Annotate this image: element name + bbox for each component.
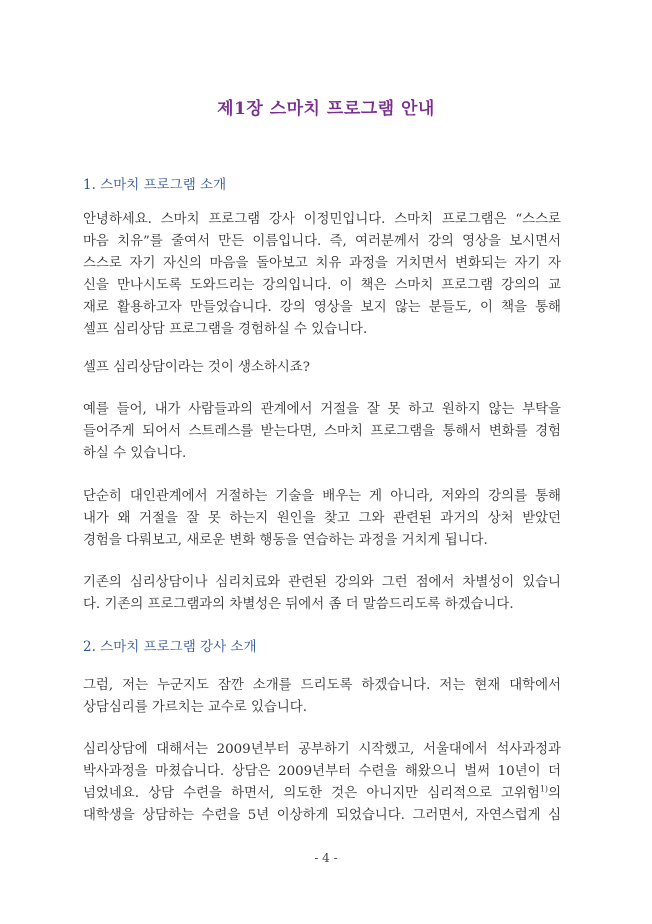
text-line: 박사과정을 마쳤습니다. 상담은 2009년부터 수련을 해왔으니 벌써 10년이 더 [83, 764, 561, 779]
text-segment: 넘었네요. 상담 수련을 하면서, 의도한 것은 아니지만 심리적으로 고위험 [83, 786, 540, 801]
text-line: 하실 수 있습니다. [83, 446, 187, 461]
text-line: 신을 만나시도록 도와드리는 강의입니다. 이 책은 스마치 프로그램 강의의 교 [83, 278, 561, 293]
paragraph [83, 399, 561, 465]
text-line: 마음 치유”를 줄여서 만든 이름입니다. 즉, 여러분께서 강의 영상을 보시면서 [83, 234, 561, 249]
text-line: 상담심리를 가르치는 교수로 있습니다. [83, 700, 307, 715]
section-heading-intro: 1. 스마치 프로그램 소개 [83, 177, 227, 193]
page-number: - 4 - [314, 851, 338, 865]
paragraph [83, 486, 561, 552]
footnote-marker: 1) [539, 784, 549, 794]
text-line: 대학생을 상담하는 수련을 5년 이상하게 되었습니다. 그러면서, 자연스럽게 심 [83, 808, 561, 823]
text-line: 그럼, 저는 누군지도 잠깐 소개를 드리도록 하겠습니다. 저는 현재 대학에서 [83, 678, 561, 693]
text-line: 들어주게 되어서 스트레스를 받는다면, 스마치 프로그램을 통해서 변화를 경험 [83, 424, 561, 439]
text-line: 경험을 다뤄보고, 새로운 변화 행동을 연습하는 과정을 거치게 됩니다. [83, 533, 488, 548]
section-heading-instructor: 2. 스마치 프로그램 강사 소개 [83, 639, 257, 655]
text-line: 셀프 심리상담 프로그램을 경험하실 수 있습니다. [83, 322, 368, 337]
text-line: 기존의 심리상담이나 심리치료와 관련된 강의와 그런 점에서 차별성이 있습니 [83, 575, 561, 590]
paragraph [83, 739, 561, 827]
paragraph [83, 675, 561, 719]
paragraph [83, 209, 561, 341]
text-segment: 의 [548, 786, 561, 801]
text-line: 다. 기존의 프로그램과의 차별성은 뒤에서 좀 더 말씀드리도록 하겠습니다. [83, 597, 514, 612]
text-line: 심리상담에 대해서는 2009년부터 공부하기 시작했고, 서울대에서 석사과정과 [83, 742, 561, 757]
paragraph [83, 357, 561, 379]
text-line-with-footnote [83, 783, 561, 805]
text-line: 단순히 대인관계에서 거절하는 기술을 배우는 게 아니라, 저와의 강의를 통해 [83, 489, 561, 504]
text-line: 스스로 자기 자신의 마음을 돌아보고 치유 과정을 거치면서 변화되는 자기 자 [83, 256, 561, 271]
text-line: 셀프 심리상담이라는 것이 생소하시죠? [83, 360, 310, 375]
chapter-title: 제1장 스마치 프로그램 안내 [217, 99, 435, 119]
text-line: 예를 들어, 내가 사람들과의 관계에서 거절을 잘 못 하고 원하지 않는 부탁을 [83, 402, 561, 417]
paragraph [83, 572, 561, 616]
text-line: 내가 왜 거절을 잘 못 하는지 원인을 찾고 그와 관련된 과거의 상처 받았던 [83, 511, 561, 526]
text-line: 재로 활용하고자 만들었습니다. 강의 영상을 보지 않는 분들도, 이 책을 통해 [83, 300, 561, 315]
text-line: 안녕하세요. 스마치 프로그램 강사 이정민입니다. 스마치 프로그램은 “스스로 [83, 212, 561, 227]
